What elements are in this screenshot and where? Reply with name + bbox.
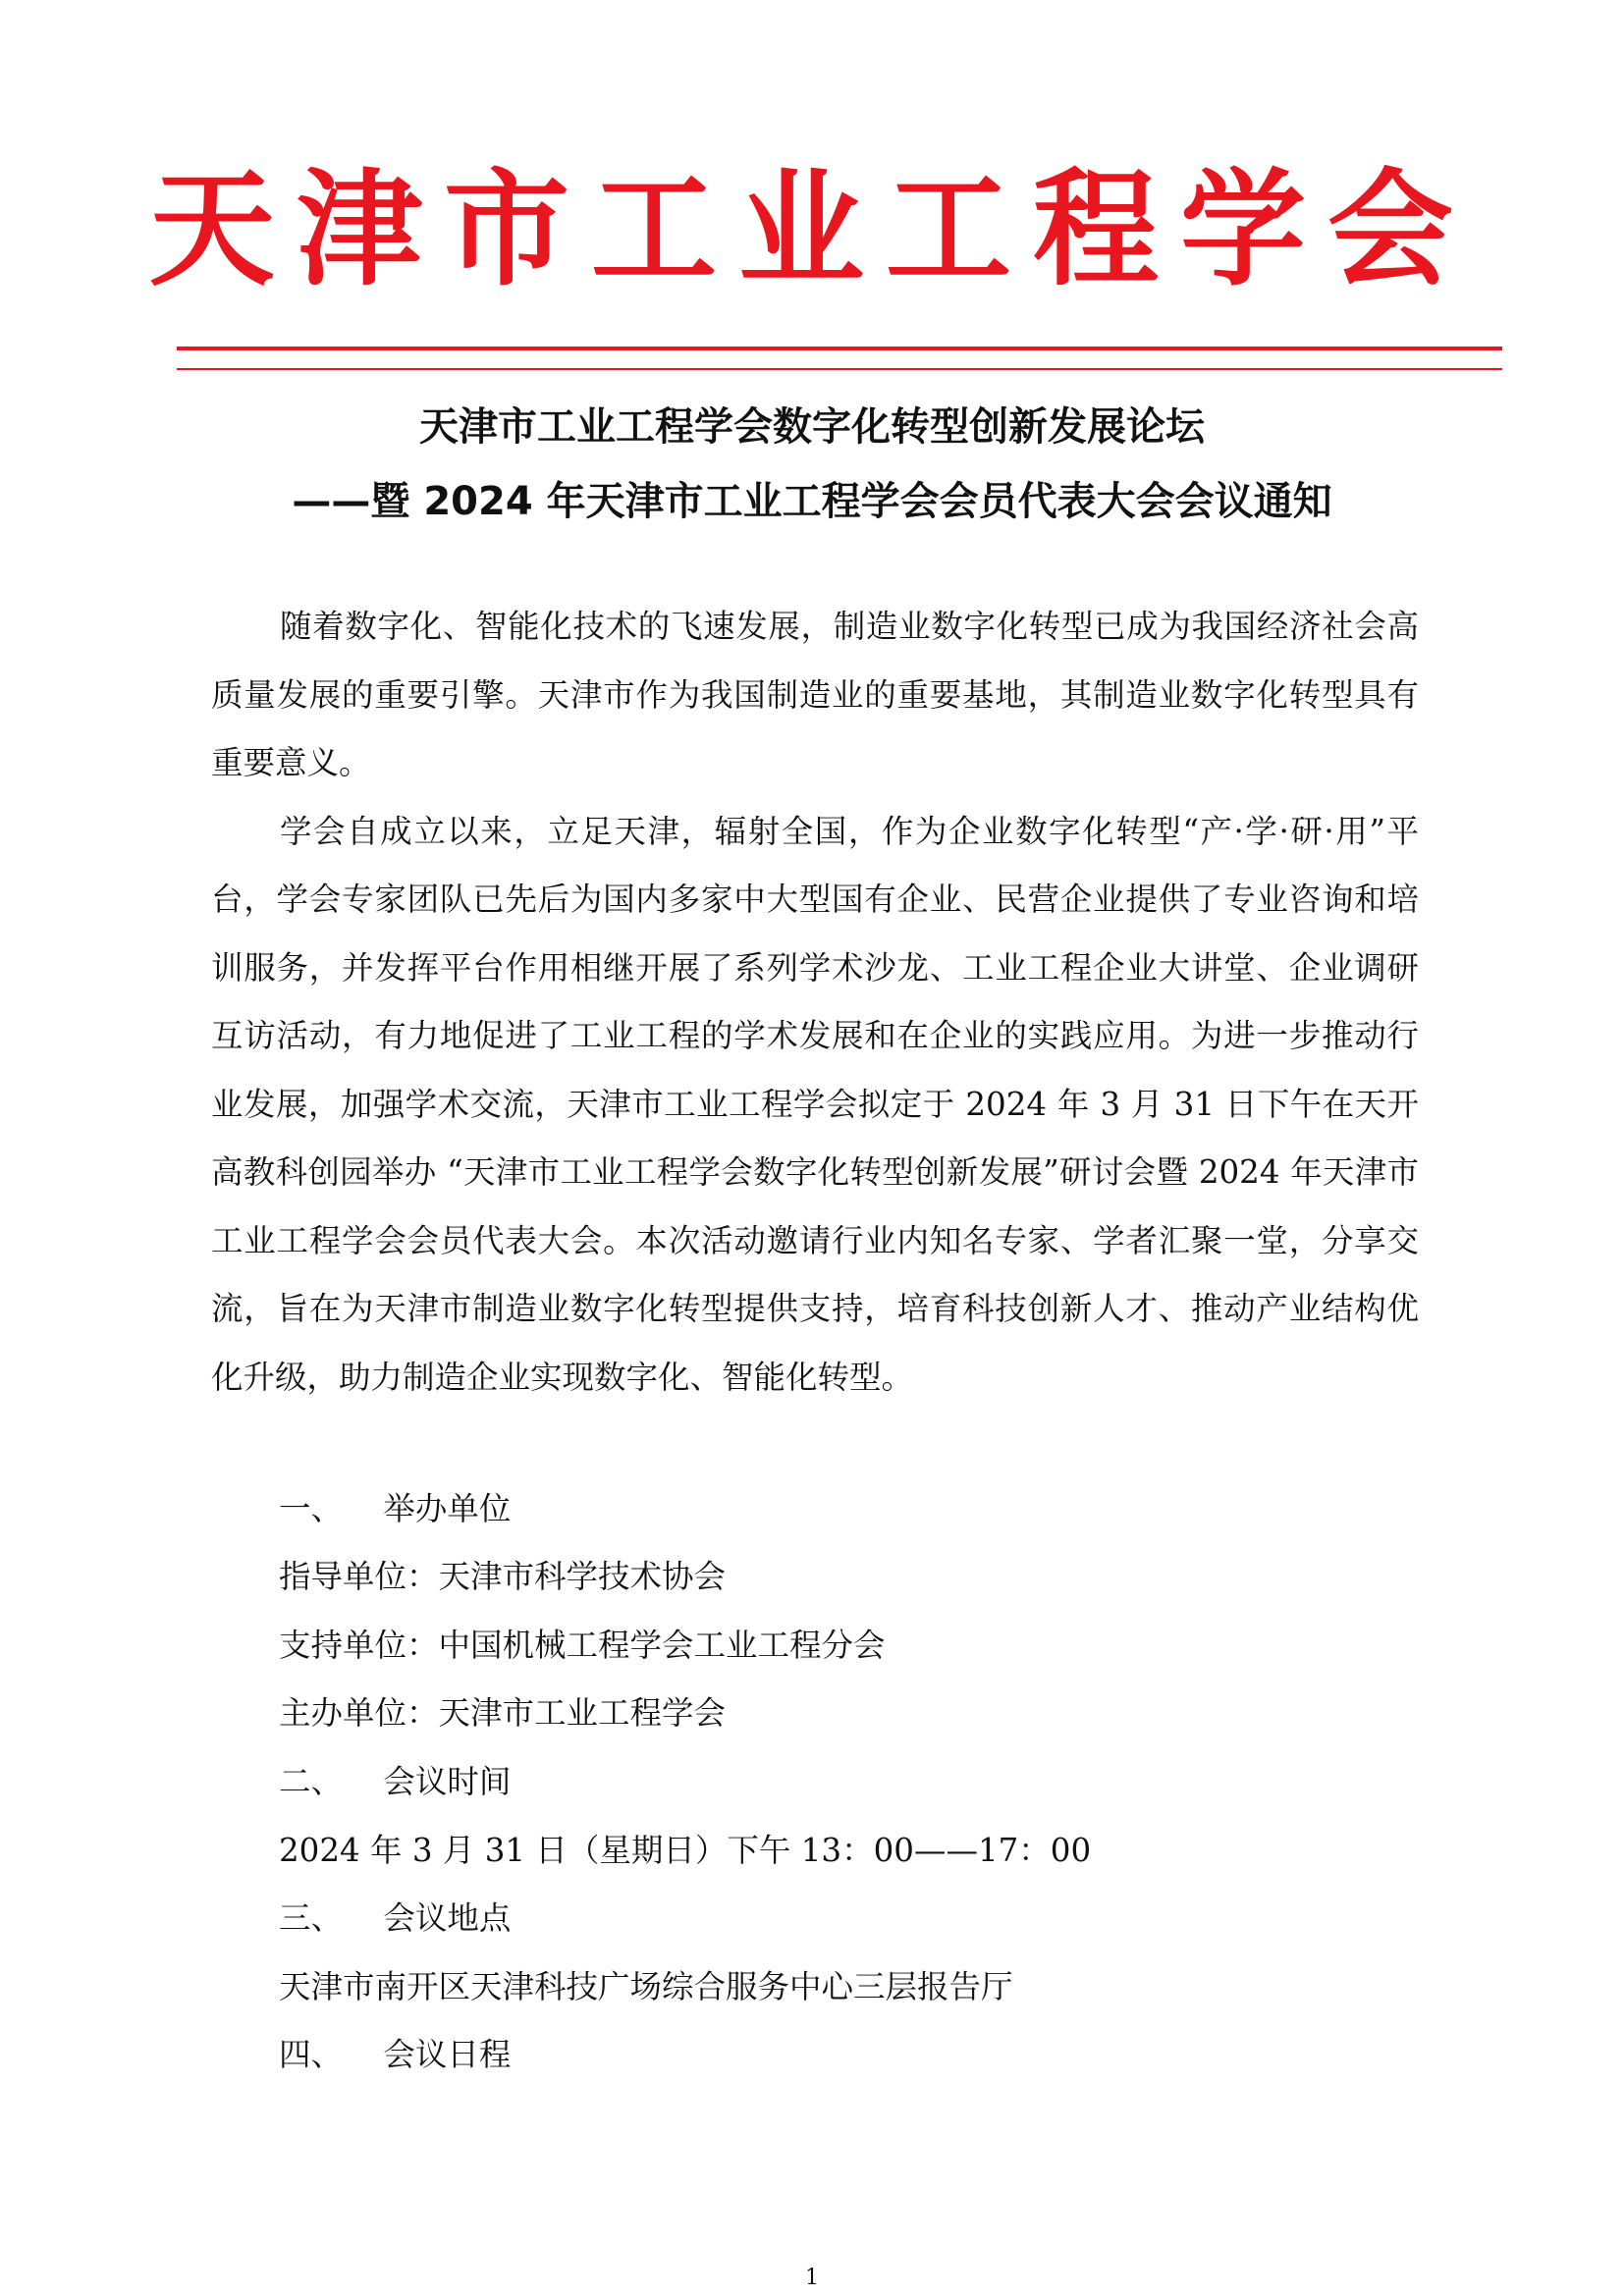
header-rule-thick <box>177 347 1502 350</box>
background-paragraph: 学会自成立以来，立足天津，辐射全国，作为企业数字化转型“产·学·研·用”平台，学会专家团队已先后为国内多家中大型国有企业、民营企业提供了专业咨询和培训服务，并发挥平台作用相继开展了系列学术沙龙、工业工程企业大讲堂、企业调研互访活动，有力地促进了工业工程的学术发展和在企业的实践应用。为进一步推动行业发展，加强学术交流，天津市工业工程学会拟定于 2024 年 3 月 31 日下午在天开高教科创园举办 “天津市工业工程学会数字化转型创新发展”研讨会暨 2024 年天津市工业工程学会会员代表大会。本次活动邀请行业内知名专家、学者汇聚一堂，分享交流，旨在为天津市制造业数字化转型提供支持，培育科技创新人才、推动产业结构优化升级，助力制造企业实现数字化、智能化转型。 <box>211 812 1419 1396</box>
section-heading-location: 三、 会议地点 <box>279 1899 512 1937</box>
section-heading-organizers: 一、 举办单位 <box>279 1490 512 1527</box>
page-number: 1 <box>805 2266 819 2290</box>
meeting-location: 天津市南开区天津科技广场综合服务中心三层报告厅 <box>279 1968 1013 2005</box>
support-unit: 支持单位：中国机械工程学会工业工程分会 <box>279 1627 886 1664</box>
meeting-time: 2024 年 3 月 31 日（星期日）下午 13：00——17：00 <box>279 1832 1092 1869</box>
intro-paragraph: 随着数字化、智能化技术的飞速发展，制造业数字化转型已成为我国经济社会高质量发展的重要引擎。天津市作为我国制造业的重要基地，其制造业数字化转型具有重要意义。 <box>211 608 1419 781</box>
header-rule-thin <box>177 368 1502 370</box>
host-unit: 主办单位：天津市工业工程学会 <box>279 1694 727 1732</box>
body-text <box>211 593 1419 1412</box>
notice-subtitle: ——暨 2024 年天津市工业工程学会会员代表大会会议通知 <box>292 479 1332 524</box>
section-heading-agenda: 四、 会议日程 <box>279 2036 512 2073</box>
notice-title: 天津市工业工程学会数字化转型创新发展论坛 <box>419 404 1205 450</box>
guide-unit: 指导单位：天津市科学技术协会 <box>279 1558 727 1595</box>
masthead-title: 天津市工业工程学会 <box>148 156 1475 303</box>
section-heading-time: 二、 会议时间 <box>279 1763 512 1800</box>
